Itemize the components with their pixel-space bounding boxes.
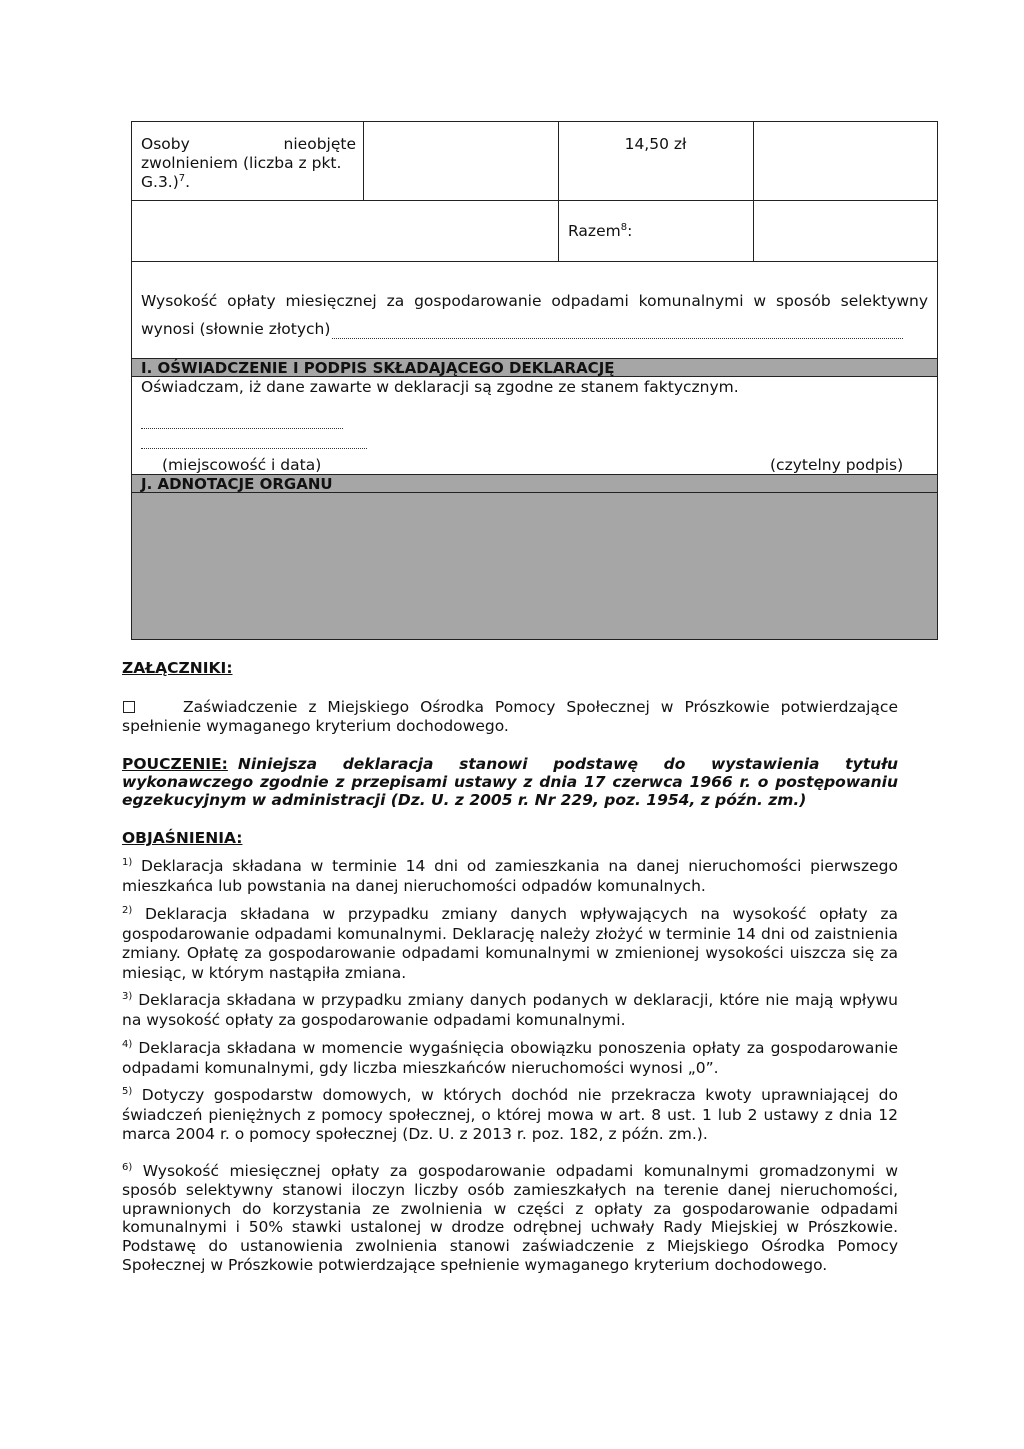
persons-label-cell [131,121,364,201]
instruction-line2: wykonawczego zgodnie z przepisami ustawy z dnia 17 czerwca 1966 r. o postępowaniu [122,773,898,791]
persons-rate-cell [558,121,754,201]
note-text: Wysokość miesięcznej opłaty za gospodarowanie odpadami komunalnymi gromadzonymi w sposób selektywny stanowi iloczyn liczby osób zamieszkałych na terenie danej nieruchomości, uprawnionych do korzystania ze zwolnienia w części z opłaty za gospodarowanie odpadami komunalnymi i 50% stawki ustalonej w drodze odrębnej uchwały Rady Miejskiej w Prószkowie. Podstawę do ustanowienia zwolnienia stanowi zaświadczenie z Miejskiego Ośrodka Pomocy Społecznej w Prószkowie potwierdzające spełnienie wymaganego kryterium dochodowego. [122,1162,898,1274]
total-label-cell [558,200,754,262]
explanations-heading: OBJAŚNIENIA: [122,829,243,847]
note-number: 2) [122,904,133,916]
explanation-note-6 [122,1162,898,1275]
note-number: 1) [122,856,133,868]
place-date-field-2[interactable] [141,440,367,449]
note-text: Deklaracja składana w przypadku zmiany danych wpływających na wysokość opłaty za gospodarowanie odpadami komunalnymi. Deklarację należy złożyć w terminie 14 dni od zaistnienia zmiany. Opłatę za gospodarowanie odpadami komunalnymi w zmienionej wysokości uiszcza się za miesiąc, w którym nastąpiła zmiana. [122,905,898,982]
persons-count-cell[interactable] [363,121,559,201]
explanation-note-2 [122,905,898,983]
explanation-note-5 [122,1086,898,1145]
fee-in-words-line1: Wysokość opłaty miesięcznej za gospodarowanie odpadami komunalnymi w sposób selektywny [141,292,928,310]
persons-label-line2: zwolnieniem (liczba z pkt. [141,154,342,172]
note-text: Deklaracja składana w momencie wygaśnięcia obowiązku ponoszenia opłaty za gospodarowanie odpadami komunalnymi, gdy liczba mieszkańców nieruchomości wynosi „0”. [122,1039,898,1077]
section-i-header [132,358,937,377]
explanation-note-4 [122,1039,898,1078]
section-i-statement: Oświadczam, iż dane zawarte w deklaracji są zgodne ze stanem faktycznym. [141,378,739,396]
note-number: 4) [122,1038,133,1050]
attachment-item-line2: spełnienie wymaganego kryterium dochodowego. [122,717,509,735]
note-text: Dotyczy gospodarstw domowych, w których dochód nie przekracza kwoty uprawniającej do świadczeń pieniężnych z pomocy społecznej, o której mowa w art. 8 ust. 1 lub 2 ustawy z dnia 12 marca 2004 r. o pomocy społecznej (Dz. U. z 2013 r. poz. 182, z późn. zm.). [122,1086,898,1143]
persons-rate-value: 14,50 zł [624,135,687,153]
instruction-line1: POUCZENIE: Niniejsza deklaracja stanowi podstawę do wystawienia tytułu [122,755,898,773]
attachment-checkbox[interactable] [123,701,135,713]
note-number: 3) [122,990,133,1002]
attachments-heading: ZAŁĄCZNIKI: [122,659,233,677]
explanation-note-3 [122,991,898,1030]
place-date-field-1[interactable] [141,420,343,429]
total-amount-cell[interactable] [753,200,938,262]
section-i-title: I. OŚWIADCZENIE I PODPIS SKŁADAJĄCEGO DEKLARACJĘ [141,359,615,377]
instruction-line3: egzekucyjnym w administracji (Dz. U. z 2005 r. Nr 229, poz. 1954, z późn. zm.) [122,791,807,809]
total-empty-cell [131,200,559,262]
note-text: Deklaracja składana w przypadku zmiany danych podanych w deklaracji, które nie mają wpływu na wysokość opłaty za gospodarowanie odpadami komunalnymi. [122,991,898,1029]
persons-label-word1: Osoby [141,135,190,153]
section-j-header [132,474,937,493]
note-text: Deklaracja składana w terminie 14 dni od zamieszkania na danej nieruchomości pierwszego mieszkańca lub powstania na danej nieruchomości odpadów komunalnych. [122,857,898,895]
fee-in-words-line2: wynosi (słownie złotych) [141,320,903,339]
explanation-note-1 [122,857,898,896]
section-j-title: J. ADNOTACJE ORGANU [141,475,333,493]
attachment-item-line1: Zaświadczenie z Miejskiego Ośrodka Pomocy Społecznej w Prószkowie potwierdzające [183,698,898,716]
section-j-annotation-area [132,493,937,639]
place-date-label: (miejscowość i data) [162,456,322,474]
note-number: 5) [122,1085,133,1097]
instruction-heading: POUCZENIE: [122,755,228,773]
persons-label-word2: nieobjęte [283,135,356,153]
note-number: 6) [122,1161,133,1173]
fee-in-words-field[interactable] [332,324,903,339]
total-label: Razem$^8$: [568,221,633,240]
persons-amount-cell[interactable] [753,121,938,201]
persons-label-line3: G.3.)$^7$. [141,172,191,191]
signature-label: (czytelny podpis) [770,456,904,474]
